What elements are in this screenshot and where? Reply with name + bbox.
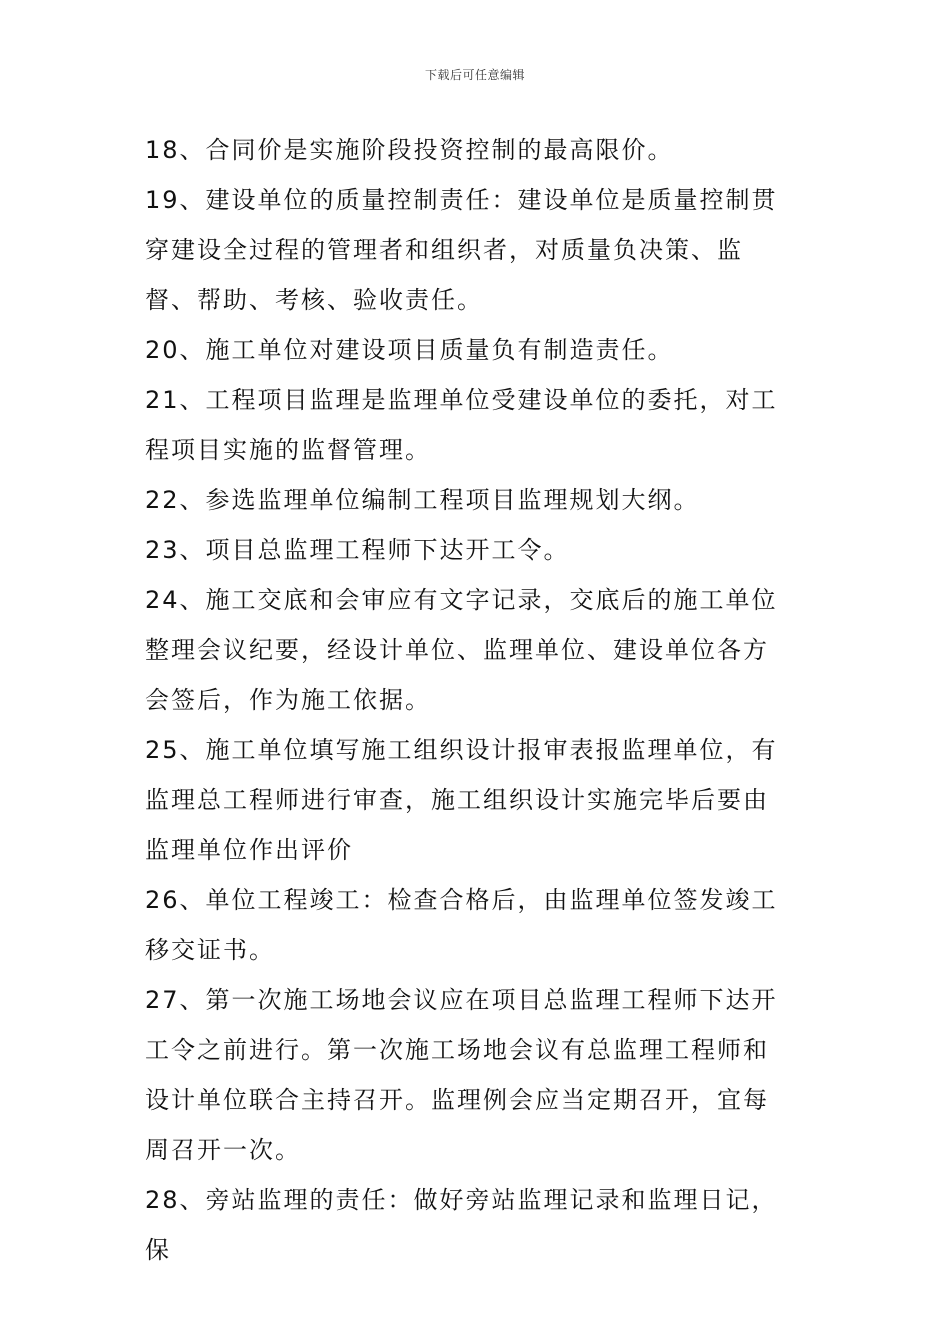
paragraph-25: 25、施工单位填写施工组织设计报审表报监理单位，有监理总工程师进行审查，施工组织设计实施完毕后要由监理单位作出评价 [145,736,778,864]
paragraph-21: 21、工程项目监理是监理单位受建设单位的委托，对工程项目实施的监督管理。 [145,386,778,464]
paragraph-22: 22、参选监理单位编制工程项目监理规划大纲。 [145,486,700,514]
paragraph-19: 19、建设单位的质量控制责任：建设单位是质量控制贯穿建设全过程的管理者和组织者，对质量负决策、监督、帮助、考核、验收责任。 [145,186,778,314]
paragraph-23: 23、项目总监理工程师下达开工令。 [145,536,570,564]
paragraph-24: 24、施工交底和会审应有文字记录，交底后的施工单位整理会议纪要，经设计单位、监理单位、建设单位各方会签后，作为施工依据。 [145,586,778,714]
paragraph-20: 20、施工单位对建设项目质量负有制造责任。 [145,336,674,364]
document-body [145,125,790,1275]
page-header: 下载后可任意编辑 [424,68,525,82]
paragraph-26: 26、单位工程竣工：检查合格后，由监理单位签发竣工移交证书。 [145,886,778,964]
paragraph-28: 28、旁站监理的责任：做好旁站监理记录和监理日记，保 [145,1186,778,1264]
paragraph-27: 27、第一次施工场地会议应在项目总监理工程师下达开工令之前进行。第一次施工场地会议有总监理工程师和设计单位联合主持召开。监理例会应当定期召开，宜每周召开一次。 [145,986,778,1164]
paragraph-18: 18、合同价是实施阶段投资控制的最高限价。 [145,136,674,164]
